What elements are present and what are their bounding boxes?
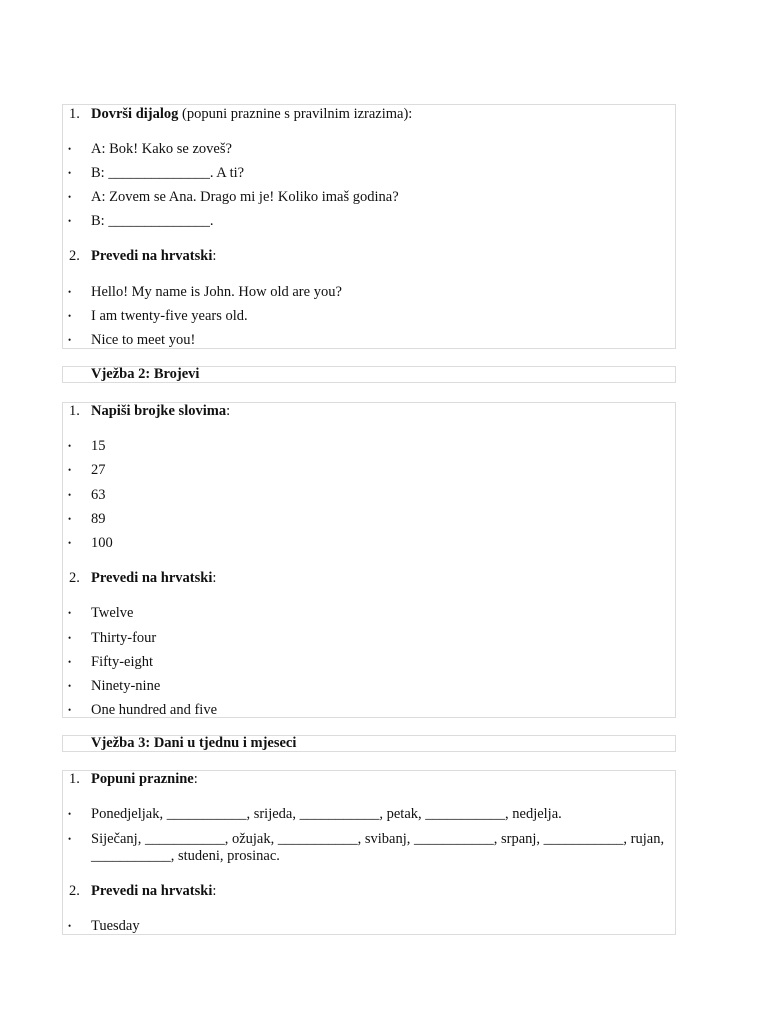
task-title: Prevedi na hrvatski xyxy=(91,883,213,899)
task-number: 1. xyxy=(69,106,80,122)
section-title: Vježba 3: Dani u tjednu i mjeseci xyxy=(91,735,297,751)
task-instruction: : xyxy=(212,248,217,264)
exercise-1-box: 1. Dovrši dijalog (popuni praznine s pravilnim izrazima): • A: Bok! Kako se zoveš? • B: ______________. A ti? • A: Zovem se Ana. Drago mi je! Koliko imaš godina? • B: ______________. 2. Prevedi na hrvatski: • Hello! My name is John. How old are you? • I am twenty-five years old. • Nice to meet you! xyxy=(62,104,676,349)
task-title: Popuni praznine xyxy=(91,771,194,787)
task-number: 2. xyxy=(69,883,80,899)
exercise-3-title xyxy=(62,735,676,752)
bullet-icon: • xyxy=(68,311,72,321)
bullet-icon: • xyxy=(68,705,72,715)
bullet-icon: • xyxy=(68,168,72,178)
bullet-icon: • xyxy=(68,921,72,931)
bullet-icon: • xyxy=(68,192,72,202)
task-number: 2. xyxy=(69,248,80,264)
task-number: 1. xyxy=(69,771,80,787)
section-title: Vježba 2: Brojevi xyxy=(91,366,200,382)
bullet-icon: • xyxy=(68,657,72,667)
bullet-icon: • xyxy=(68,538,72,548)
bullet-icon: • xyxy=(68,335,72,345)
task-instruction: : xyxy=(212,570,217,586)
task-number: 2. xyxy=(69,570,80,586)
exercise-3-box: 1. Popuni praznine: • Ponedjeljak, ___________, srijeda, ___________, petak, ___________, nedjelja. • Siječanj, ___________, ožujak, ___________, svibanj, ___________, srpanj, ___________, rujan, ___________, studeni, prosinac. 2. Prevedi na hrvatski: • Tuesday xyxy=(62,770,676,935)
bullet-icon: • xyxy=(68,514,72,524)
task-instruction: (popuni praznine s pravilnim izrazima): xyxy=(178,106,413,122)
exercise-2-title xyxy=(62,366,676,383)
bullet-icon: • xyxy=(68,681,72,691)
bullet-icon: • xyxy=(68,809,72,819)
bullet-icon: • xyxy=(68,465,72,475)
task-instruction: : xyxy=(212,883,217,899)
task-instruction: : xyxy=(193,771,198,787)
task-title: Napiši brojke slovima xyxy=(91,403,227,419)
task-title: Dovrši dijalog xyxy=(91,106,179,122)
exercise-2-box: 1. Napiši brojke slovima: • 15 • 27 • 63 • 89 • 100 2. Prevedi na hrvatski: • Twelve • Thirty-four • Fifty-eight • Ninety-nine • One hundred and five xyxy=(62,402,676,718)
bullet-icon: • xyxy=(68,490,72,500)
bullet-icon: • xyxy=(68,834,72,844)
task-title: Prevedi na hrvatski xyxy=(91,570,213,586)
bullet-icon: • xyxy=(68,144,72,154)
task-title: Prevedi na hrvatski xyxy=(91,248,213,264)
task-number: 1. xyxy=(69,403,80,419)
bullet-icon: • xyxy=(68,441,72,451)
bullet-icon: • xyxy=(68,608,72,618)
bullet-icon: • xyxy=(68,216,72,226)
bullet-icon: • xyxy=(68,633,72,643)
task-instruction: : xyxy=(226,403,231,419)
bullet-icon: • xyxy=(68,287,72,297)
